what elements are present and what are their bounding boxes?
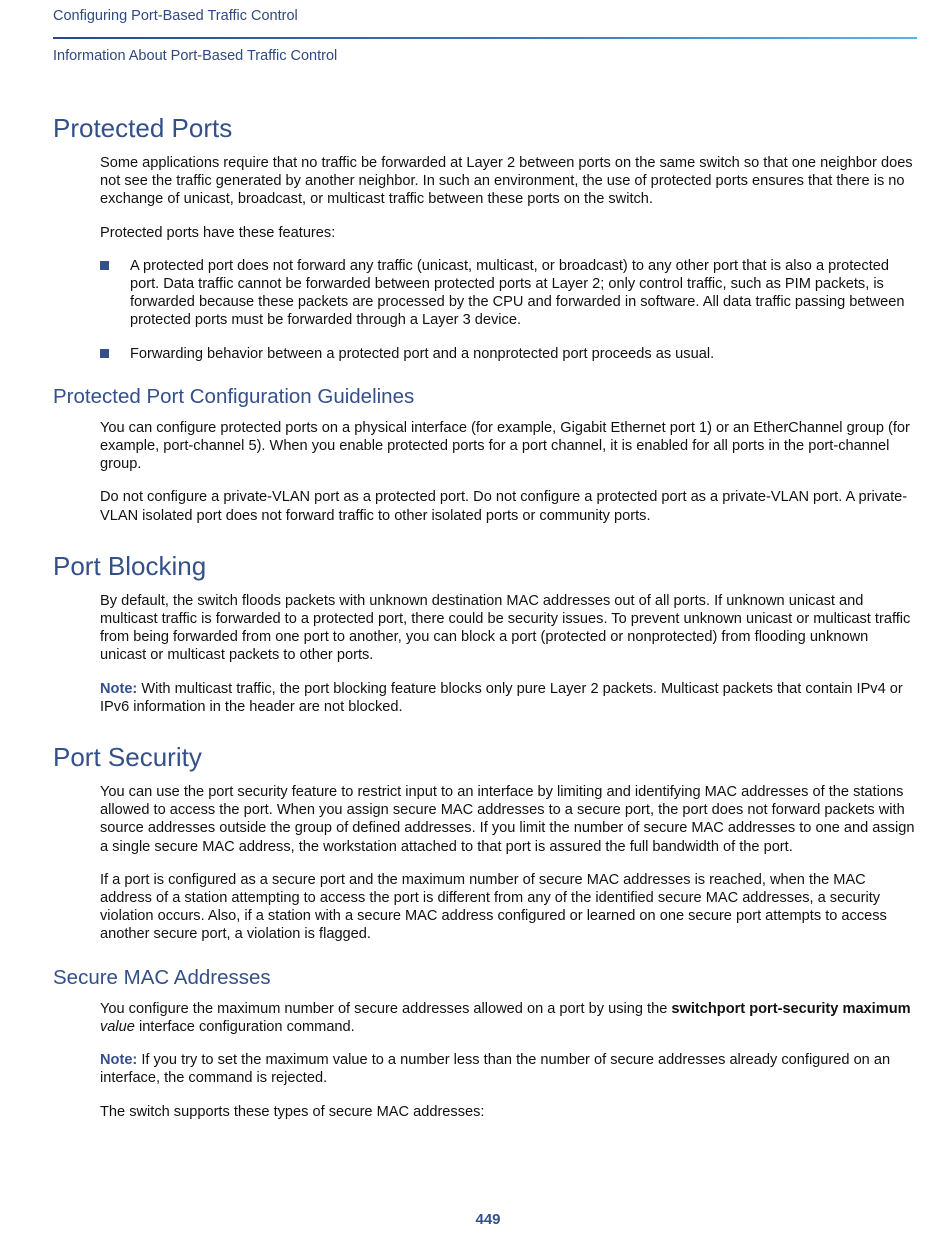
heading-port-security: Port Security <box>53 742 202 773</box>
command-keyword: switchport port-security maximum <box>671 1000 911 1017</box>
text: You configure the maximum number of secure addresses allowed on a port by using the <box>100 1000 672 1017</box>
heading-port-blocking: Port Blocking <box>53 550 207 581</box>
note-label: Note: <box>100 680 138 697</box>
list-item <box>100 257 917 330</box>
section-port-blocking <box>100 592 917 716</box>
header-rule <box>53 37 917 39</box>
paragraph: If a port is configured as a secure port and the maximum number of secure MAC addresses is reached, when the MAC address of a station attempting to access the port is different from any of the identified secure MAC addresses, a security violation occurs. Also, if a station with a secure MAC address configured or learned on one secure port attempts to access another secure port, a violation is flagged. <box>100 871 887 943</box>
paragraph <box>100 1000 917 1036</box>
section-secure-mac-addresses <box>100 1000 917 1121</box>
heading-protected-port-guidelines: Protected Port Configuration Guidelines <box>53 384 415 408</box>
paragraph: You can configure protected ports on a physical interface (for example, Gigabit Ethernet port 1) or an EtherChannel group (for example, port-channel 5). When you enable protected ports for a port channel, it is enabled for all ports in the port-channel group. <box>100 419 910 473</box>
document-body <box>53 110 917 1121</box>
paragraph: Do not configure a private-VLAN port as a protected port. Do not configure a protected port as a private-VLAN port. A private-VLAN isolated port does not forward traffic to other isolated ports or community ports. <box>100 489 908 524</box>
page-number: 449 <box>475 1211 501 1228</box>
running-subheader: Information About Port-Based Traffic Control <box>53 48 338 64</box>
note-text: With multicast traffic, the port blocking feature blocks only pure Layer 2 packets. Multicast packets that contain IPv4 or IPv6 information in the header are not blocked. <box>100 680 903 715</box>
note-label: Note: <box>100 1052 138 1069</box>
feature-list <box>100 257 917 363</box>
heading-secure-mac-addresses: Secure MAC Addresses <box>53 965 271 989</box>
note <box>100 1051 917 1087</box>
square-bullet-icon <box>100 261 109 270</box>
paragraph: Some applications require that no traffic be forwarded at Layer 2 between ports on the same switch so that one neighbor does not see the traffic generated by another neighbor. In such an environment, the use of protected ports ensures that there is no exchange of unicast, broadcast, or multicast traffic between these ports on the switch. <box>100 155 913 208</box>
section-port-security <box>100 783 917 944</box>
list-item-text: A protected port does not forward any traffic (unicast, multicast, or broadcast) to any other port that is also a protected port. Data traffic cannot be forwarded between protected ports at Layer 2; only control traffic, such as PIM packets, is forwarded because these packets are processed by the CPU and forwarded in software. All data traffic passing between protected ports must be forwarded through a Layer 3 device. <box>130 257 905 329</box>
list-item-text: Forwarding behavior between a protected port and a nonprotected port proceeds as usual. <box>130 345 715 362</box>
heading-protected-ports: Protected Ports <box>53 113 233 143</box>
section-protected-port-guidelines <box>100 419 917 525</box>
paragraph: Protected ports have these features: <box>100 224 336 241</box>
paragraph: You can use the port security feature to restrict input to an interface by limiting and identifying MAC addresses of the stations allowed to access the port. When you assign secure MAC addresses to a secure port, the port does not forward packets with source addresses outside the group of defined addresses. If you limit the number of secure MAC addresses to one and assign a single secure MAC address, the workstation attached to that port is assured the full bandwidth of the port. <box>100 784 915 855</box>
running-header: Configuring Port-Based Traffic Control <box>53 8 298 24</box>
paragraph: The switch supports these types of secure MAC addresses: <box>100 1103 485 1120</box>
section-protected-ports <box>100 154 917 363</box>
list-item <box>100 345 917 363</box>
square-bullet-icon <box>100 349 109 358</box>
paragraph: By default, the switch floods packets with unknown destination MAC addresses out of all ports. If unknown unicast and multicast traffic is forwarded to a protected port, there could be security issues. To prevent unknown unicast or multicast traffic from being forwarded from one port to another, you can block a port (protected or nonprotected) from flooding unknown unicast or multicast packets to other ports. <box>100 592 911 664</box>
command-argument: value <box>100 1018 135 1035</box>
note <box>100 680 917 716</box>
note-text: If you try to set the maximum value to a number less than the number of secure addresses already configured on an interface, the command is rejected. <box>100 1052 891 1087</box>
text: interface configuration command. <box>134 1018 355 1035</box>
